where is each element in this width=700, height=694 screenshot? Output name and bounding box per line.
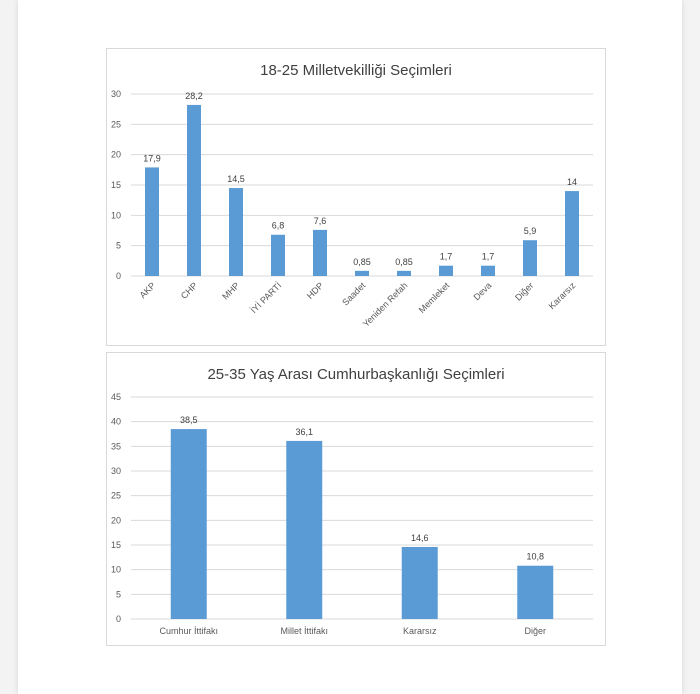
category-label: Yeniden Refah	[360, 280, 410, 329]
data-label: 0,85	[395, 256, 413, 267]
chart-title: 18-25 Milletvekilliği Seçimleri	[260, 62, 452, 79]
category-label: AKP	[137, 280, 158, 301]
category-label: Diğer	[524, 626, 547, 636]
y-tick-label: 0	[115, 271, 121, 281]
y-tick-label: 35	[110, 441, 121, 452]
data-label: 14,5	[227, 174, 245, 185]
y-tick-label: 30	[110, 89, 121, 99]
data-label: 1,7	[439, 251, 453, 262]
category-label: İYİ PARTİ	[248, 280, 284, 316]
y-tick-label: 15	[110, 180, 121, 190]
y-tick-label: 10	[110, 210, 121, 221]
data-label: 6,8	[271, 220, 285, 231]
data-label: 7,6	[313, 215, 327, 226]
category-label: Millet İttifakı	[280, 626, 329, 636]
chart-milletvekilligi-svg	[107, 49, 605, 345]
data-label: 38,5	[179, 415, 198, 426]
y-tick-label: 0	[115, 614, 121, 624]
category-label: Kararsız	[402, 626, 437, 636]
bar	[313, 230, 327, 276]
bar	[286, 441, 322, 619]
chart-milletvekilligi	[106, 48, 606, 346]
category-label: Kararsız	[546, 280, 578, 312]
category-label: HDP	[304, 280, 326, 301]
data-label: 1,7	[481, 251, 495, 262]
y-tick-label: 40	[110, 416, 121, 427]
y-tick-label: 5	[115, 240, 121, 251]
bar	[402, 547, 438, 619]
data-label: 28,2	[185, 90, 203, 101]
y-tick-label: 45	[110, 392, 121, 402]
category-label: Cumhur İttifakı	[159, 626, 219, 636]
bar	[439, 266, 453, 276]
category-label: Diğer	[513, 280, 536, 303]
bar	[271, 235, 285, 276]
bar	[481, 266, 495, 276]
category-label: Deva	[471, 280, 494, 303]
y-tick-label: 20	[110, 149, 121, 160]
bar	[523, 240, 537, 276]
y-tick-label: 5	[115, 589, 121, 600]
category-label: Saadet	[340, 280, 368, 308]
y-tick-label: 25	[110, 490, 121, 501]
bar	[397, 271, 411, 276]
y-tick-label: 10	[110, 564, 121, 575]
chart-cumhurbaskanligi-svg	[107, 353, 605, 645]
data-label: 14,6	[410, 532, 429, 543]
y-tick-label: 30	[110, 466, 121, 476]
y-tick-label: 15	[110, 540, 121, 550]
bar	[171, 429, 207, 619]
data-label: 17,9	[143, 153, 161, 164]
document-page	[18, 0, 682, 694]
bar	[187, 105, 201, 276]
bar	[355, 271, 369, 276]
chart-title: 25-35 Yaş Arası Cumhurbaşkanlığı Seçimleri	[207, 366, 505, 383]
data-label: 14	[566, 177, 578, 188]
bar	[565, 191, 579, 276]
bar	[145, 167, 159, 276]
data-label: 5,9	[523, 226, 537, 237]
y-tick-label: 20	[110, 515, 121, 526]
data-label: 10,8	[526, 551, 545, 562]
category-label: Memleket	[416, 280, 452, 316]
category-label: CHP	[178, 280, 200, 301]
y-tick-label: 25	[110, 119, 121, 130]
bar	[229, 188, 243, 276]
data-label: 36,1	[295, 426, 314, 437]
category-label: MHP	[220, 280, 242, 302]
data-label: 0,85	[353, 256, 371, 267]
bar	[517, 566, 553, 619]
chart-cumhurbaskanligi	[106, 352, 606, 646]
